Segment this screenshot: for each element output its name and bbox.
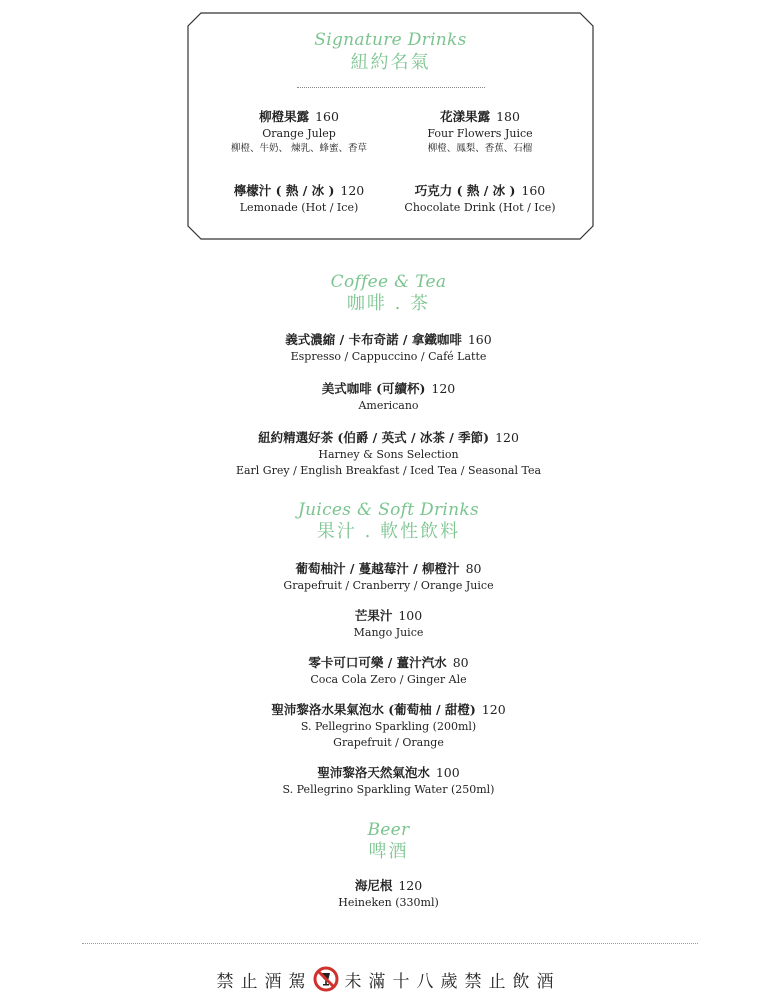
menu-item — [0, 764, 777, 798]
item-name: 巧克力 ( 熱 / 冰 ) — [414, 183, 516, 198]
item-name: 柳橙果露 — [259, 109, 310, 124]
menu-item — [204, 108, 394, 156]
section-title-zh: 咖啡 . 茶 — [346, 293, 431, 314]
menu-item — [385, 108, 575, 156]
item-english-detail: Earl Grey / English Breakfast / Iced Tea / Seasonal Tea — [235, 464, 542, 477]
item-name: 檸檬汁 ( 熱 / 冰 ) — [233, 183, 335, 198]
section-title-zh: 果汁 . 軟性飲料 — [316, 521, 461, 542]
no-drinking-icon — [313, 966, 339, 992]
section-title-zh: 紐約名氣 — [350, 52, 431, 73]
item-name: 聖沛黎洛水果氣泡水 (葡萄柚 / 甜橙) — [271, 702, 476, 717]
item-name: 義式濃縮 / 卡布奇諾 / 拿鐵咖啡 — [285, 332, 462, 347]
item-price: 100 — [398, 608, 423, 623]
item-english: Harney & Sons Selection — [318, 448, 459, 461]
item-ingredients: 柳橙、鳳梨、香蕉、石榴 — [427, 143, 533, 154]
item-english: S. Pellegrino Sparkling (200ml) — [300, 720, 477, 733]
item-english: Coca Cola Zero / Ginger Ale — [310, 673, 467, 686]
item-name: 聖沛黎洛天然氣泡水 — [317, 765, 430, 780]
section-title-zh: 啤酒 — [368, 841, 409, 862]
menu-item — [0, 380, 777, 414]
item-name: 花漾果露 — [440, 109, 491, 124]
menu-item — [0, 560, 777, 594]
item-price: 120 — [340, 183, 365, 198]
menu-item — [0, 331, 777, 365]
item-price: 160 — [467, 332, 492, 347]
item-english: Four Flowers Juice — [427, 127, 533, 140]
item-price: 80 — [452, 655, 469, 670]
footer-divider — [82, 943, 698, 944]
item-ingredients: 柳橙、牛奶、 煉乳、蜂蜜、香草 — [230, 143, 368, 154]
menu-item — [0, 429, 777, 479]
item-name: 海尼根 — [354, 878, 393, 893]
item-price: 100 — [435, 765, 460, 780]
signature-header — [187, 29, 594, 75]
footer-warning — [0, 964, 777, 994]
item-name: 零卡可口可樂 / 薑汁汽水 — [308, 655, 447, 670]
item-english: Lemonade (Hot / Ice) — [239, 201, 359, 214]
section-title-en: Coffee & Tea — [330, 272, 447, 292]
underage-warning-text: 未滿十八歲禁止飲酒 — [344, 971, 561, 992]
item-price: 160 — [521, 183, 546, 198]
item-english: Mango Juice — [353, 626, 424, 639]
section-title-en: Juices & Soft Drinks — [297, 500, 480, 520]
item-english: Grapefruit / Cranberry / Orange Juice — [283, 579, 494, 592]
item-english: Heineken (330ml) — [338, 896, 439, 909]
item-name: 芒果汁 — [354, 608, 393, 623]
signature-box — [187, 12, 594, 240]
menu-item — [0, 654, 777, 688]
item-english: Espresso / Cappuccino / Café Latte — [290, 350, 487, 363]
section-title-en: Beer — [367, 820, 410, 840]
item-english: S. Pellegrino Sparkling Water (250ml) — [282, 783, 495, 796]
menu-item — [0, 877, 777, 911]
item-price: 80 — [465, 561, 482, 576]
no-drunk-driving-text: 禁止酒駕 — [216, 971, 313, 992]
item-name: 葡萄柚汁 / 蔓越莓汁 / 柳橙汁 — [295, 561, 460, 576]
section-title-en: Signature Drinks — [314, 30, 467, 50]
item-price: 180 — [496, 109, 520, 124]
item-name: 紐約精選好茶 (伯爵 / 英式 / 冰茶 / 季節) — [258, 430, 490, 445]
item-price: 120 — [431, 381, 456, 396]
item-english-detail: Grapefruit / Orange — [333, 736, 444, 749]
menu-item — [204, 182, 394, 216]
item-price: 160 — [315, 109, 339, 124]
beer-header — [0, 820, 777, 864]
menu-item — [385, 182, 575, 216]
item-english: Americano — [358, 399, 419, 412]
item-price: 120 — [495, 430, 519, 445]
item-name: 美式咖啡 (可續杯) — [321, 381, 426, 396]
item-price: 120 — [481, 702, 506, 717]
item-english: Chocolate Drink (Hot / Ice) — [404, 201, 556, 214]
item-price: 120 — [398, 878, 423, 893]
menu-item — [0, 701, 777, 751]
coffee-tea-header — [0, 272, 777, 316]
item-english: Orange Julep — [262, 127, 336, 140]
menu-item — [0, 607, 777, 641]
juices-header — [0, 500, 777, 544]
divider — [297, 87, 485, 88]
